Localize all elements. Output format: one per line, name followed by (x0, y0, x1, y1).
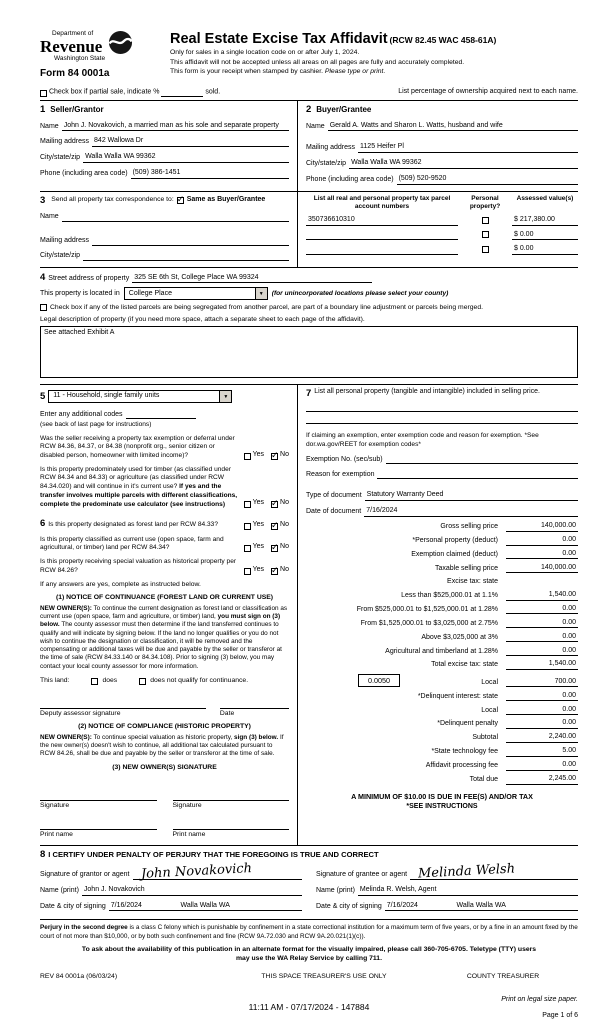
grantor-city-field[interactable]: Walla Walla WA (179, 902, 303, 912)
fee-line-label: Subtotal (472, 734, 498, 742)
partial-sale-row (40, 84, 578, 101)
unincorporated-note: (for unincorporated locations please select your county) (271, 289, 449, 297)
timestamp: 11:11 AM - 07/17/2024 - 147884 (248, 1001, 370, 1012)
partial-sale-checkbox[interactable] (40, 90, 47, 97)
section-1-number: 1 (40, 103, 46, 115)
fee-line (306, 706, 578, 716)
fee-line-label: Agricultural and timberland at 1.28% (385, 647, 498, 655)
grantor-certification (40, 861, 302, 912)
grantee-date-city-label: Date & city of signing (316, 902, 382, 910)
seller-phone-label: Phone (including area code) (40, 169, 128, 177)
located-in-label: This property is located in (40, 289, 120, 297)
personal-property-label: List all personal property (tangible and intangible) included in selling price. (314, 388, 540, 396)
alternate-format-note: To ask about the availability of this publication in an alternate format for the visually impaired, please call 360-705-6705. Teletype (TTY) users may use the WA Relay Service by calling 711. (81, 945, 537, 962)
grantor-print-name-label: Name (print) (40, 886, 79, 894)
seller-city-label: City/state/zip (40, 154, 81, 162)
additional-codes-label: Enter any additional codes (40, 410, 123, 418)
seller-address-label: Mailing address (40, 138, 90, 146)
fee-line (306, 550, 578, 560)
fee-line-amount-field[interactable]: 2,245.00 (506, 775, 578, 785)
exemption-yes-checkbox[interactable] (244, 453, 251, 460)
exemption-no-label: No (280, 450, 289, 458)
fee-line (306, 536, 578, 546)
seller-city-field[interactable]: Walla Walla WA 99362 (83, 153, 289, 163)
buyer-name-label: Name (306, 122, 325, 130)
certification-title: I CERTIFY UNDER PENALTY OF PERJURY THAT THE FOREGOING IS TRUE AND CORRECT (48, 850, 379, 860)
street-address-field[interactable]: 325 SE 6th St, College Place WA 99324 (132, 274, 372, 284)
signature-label-2: Signature (172, 802, 202, 810)
new-owner-signature-field-1[interactable] (40, 792, 157, 801)
land-does-qualify-checkbox[interactable] (91, 678, 98, 685)
fee-line-amount-field[interactable]: 0.00 (506, 605, 578, 615)
ownership-note: List percentage of ownership acquired next to each name. (398, 88, 578, 95)
deputy-assessor-signature-field[interactable] (40, 700, 206, 709)
personal-property-header: Personal property? (469, 194, 501, 210)
location-combobox-value: College Place (128, 289, 172, 297)
correspondence-name-label: Name (40, 212, 59, 220)
fee-line-label: Total due (469, 776, 498, 784)
tax-correspondence-section (40, 192, 578, 268)
fee-line-amount-field[interactable]: 1,540.00 (506, 660, 578, 670)
document-type-field[interactable]: Statutory Warranty Deed (365, 491, 578, 501)
same-as-buyer-checkbox[interactable] (177, 197, 184, 204)
minimum-due-note: A MINIMUM OF $10.00 IS DUE IN FEE(S) AND/OR TAX (351, 791, 533, 801)
section-7-column (298, 385, 578, 845)
notice-continuance-title: (1) NOTICE OF CONTINUANCE (FOREST LAND OR CURRENT USE) (55, 594, 274, 602)
fee-line (306, 674, 578, 687)
fee-line (306, 733, 578, 743)
personal-property-checkbox[interactable] (482, 246, 489, 253)
section-2-title: Buyer/Grantee (316, 104, 372, 114)
fee-line-label: Local (481, 678, 498, 686)
chevron-down-icon[interactable]: ▼ (219, 391, 231, 402)
historical-yes-checkbox[interactable] (244, 568, 251, 575)
if-yes-note: If any answers are yes, complete as instructed below. (40, 580, 201, 588)
legal-description-field[interactable]: See attached Exhibit A (40, 326, 578, 378)
document-type-label: Type of document (306, 492, 362, 500)
fee-line (306, 522, 578, 532)
fee-line-label: Gross selling price (440, 522, 498, 530)
sections-5-6-column (40, 385, 298, 845)
timber-no-label: No (280, 499, 289, 507)
correspondence-city-label: City/state/zip (40, 251, 81, 259)
form-footer (40, 920, 578, 981)
print-name-label-2: Print name (172, 830, 206, 838)
buyer-phone-field[interactable]: (509) 520-9520 (397, 175, 578, 185)
forest-no-checkbox[interactable] (271, 523, 278, 530)
fee-line-label: Total excise tax: state (431, 661, 498, 669)
does-label: does (102, 677, 118, 685)
street-address-label: Street address of property (48, 274, 130, 282)
fee-line-label: *Delinquent interest: state (417, 692, 498, 700)
historical-no-checkbox[interactable] (271, 568, 278, 575)
document-date-field[interactable]: 7/16/2024 (364, 507, 578, 517)
correspondence-city-field[interactable] (83, 252, 289, 261)
timber-yes-label: Yes (252, 499, 265, 507)
current-use-no-label: No (280, 543, 289, 551)
correspondence-label: Send all property tax correspondence to: (51, 196, 174, 204)
fee-line (306, 775, 578, 785)
new-owners-signature-block (40, 782, 289, 839)
buyer-name-field[interactable]: Gerald A. Watts and Sharon L. Watts, husband and wife (328, 122, 578, 132)
revenue-text: Revenue (40, 37, 103, 57)
fee-line (306, 719, 578, 729)
assessed-value-field[interactable]: $ 0.00 (512, 245, 578, 255)
grantor-date-city-label: Date & city of signing (40, 902, 106, 910)
grantee-signature-field[interactable] (410, 861, 578, 882)
exemption-question: Was the seller receiving a property tax exemption or deferral under RCW 84.36, 84.37, or 84.38 (nonprofit org., senior citizen or disabled person, homeowner with limited income)? (40, 434, 235, 459)
segregated-label: Check box if any of the listed parcels are being segregated from another parcel, are part of a boundary line adjustment or parcels being merged. (50, 304, 483, 312)
fee-line-amount-field[interactable]: 0.00 (506, 647, 578, 657)
fee-line-label: Local (481, 706, 498, 714)
new-owner-print-name-field-1[interactable] (40, 821, 157, 830)
deputy-assessor-label: Deputy assessor signature (40, 709, 121, 717)
personal-property-checkbox[interactable] (482, 217, 489, 224)
exemption-no-checkbox[interactable] (271, 453, 278, 460)
additional-codes-note: (see back of last page for instructions) (40, 421, 152, 429)
partial-sale-sold-label: sold. (205, 88, 221, 95)
page-meta (40, 988, 578, 1034)
personal-property-checkbox[interactable] (482, 231, 489, 238)
fee-line (306, 605, 578, 615)
grantee-city-field[interactable]: Walla Walla WA (455, 902, 579, 912)
exemption-reason-label: Reason for exemption (306, 470, 375, 478)
forest-question: 6 Is this property designated as forest land per RCW 84.33? (40, 518, 218, 530)
washington-state-text: Washington State (54, 55, 106, 63)
exemption-no-field[interactable] (386, 455, 578, 464)
document-date-label: Date of document (306, 508, 362, 516)
section-4-number: 4 (40, 271, 46, 283)
grantor-signature-field[interactable] (133, 860, 302, 882)
land-qualify-row (40, 677, 289, 685)
assessed-value-header: Assessed value(s) (516, 194, 574, 202)
fee-line-label: Affidavit processing fee (425, 762, 498, 770)
fee-line-label: Exemption claimed (deduct) (411, 550, 498, 558)
forest-yes-checkbox[interactable] (244, 523, 251, 530)
parcel-table-block (298, 192, 578, 267)
certification-section (40, 846, 578, 920)
header-note-1: Only for sales in a single location code on or after July 1, 2024. (170, 49, 360, 57)
current-use-yes-label: Yes (252, 543, 265, 551)
deputy-date-field[interactable] (220, 700, 289, 709)
fee-line (306, 633, 578, 643)
fee-line-amount-field[interactable]: 0.00 (506, 536, 578, 546)
notice-continuance-body: NEW OWNER(S): To continue the current designation as forest land or classification as current use (open space, farm and agriculture, or timber) land, you must sign on (3) below. The county assessor must then determine if the land transferred continues to qualify and will indicate by signing below. If the land no longer qualifies or you do not wish to continue the designation or classification, it will be removed and the compensating or additional taxes will be due and payable by the seller or transferor at the time of sale (RCW 84.33.140 or 84.34.108). Prior to signing (3) below, you may contact your local county assessor for more information. (40, 604, 288, 670)
dept-of-text: Department of (52, 30, 94, 37)
form-number: Form 84 0001a (40, 68, 110, 80)
fee-line (306, 619, 578, 629)
partial-sale-label: Check box if partial sale, indicate % (48, 88, 160, 95)
grantee-print-name-field[interactable]: Melinda R. Welsh, Agent (358, 886, 578, 896)
current-use-question-row (40, 536, 289, 553)
historical-question-row (40, 558, 289, 575)
does-not-label: does not qualify for continuance. (150, 677, 249, 685)
exemption-no-label: Exemption No. (sec/sub) (306, 455, 383, 463)
land-use-combobox[interactable] (48, 390, 232, 403)
timber-yes-checkbox[interactable] (244, 501, 251, 508)
fee-line-amount-field[interactable]: 700.00 (506, 678, 578, 688)
fee-line-amount-field[interactable]: 140,000.00 (506, 564, 578, 574)
segregated-checkbox[interactable] (40, 304, 47, 311)
parcel-table (306, 195, 578, 256)
exemption-question-row (40, 435, 289, 461)
correspondence-block (40, 192, 298, 267)
fee-line-amount-field[interactable]: 0.00 (506, 761, 578, 771)
land-use-combobox-value: 11 - Household, single family units (53, 392, 160, 400)
grantee-signature-label: Signature of grantee or agent (316, 871, 408, 879)
same-as-buyer-label: Same as Buyer/Grantee (186, 196, 266, 204)
fee-line-label: Less than $525,000.01 at 1.1% (401, 591, 498, 599)
section-6 (40, 518, 289, 839)
correspondence-address-field[interactable] (92, 237, 289, 246)
signature-label-1: Signature (40, 802, 70, 810)
timber-question-row (40, 466, 289, 510)
treasurer-space-label: THIS SPACE TREASURER'S USE ONLY (261, 973, 387, 981)
historical-question: Is this property receiving special valuation as historical property per RCW 84.26? (40, 558, 237, 574)
historical-no-label: No (280, 565, 289, 573)
seller-phone-field[interactable]: (509) 386-1451 (131, 169, 289, 179)
fee-line (306, 647, 578, 657)
print-name-label-1: Print name (40, 830, 73, 838)
fee-line-amount-field[interactable]: 0.00 (506, 719, 578, 729)
parcel-number-field[interactable] (306, 246, 458, 255)
fee-line-amount-field[interactable]: 0.00 (506, 550, 578, 560)
form-header (40, 30, 578, 84)
fee-line-label: From $1,525,000.01 to $3,025,000 at 2.75% (360, 619, 498, 627)
new-owner-print-name-field-2[interactable] (173, 821, 290, 830)
timber-no-checkbox[interactable] (271, 501, 278, 508)
exemption-instructions: If claiming an exemption, enter exemption code and reason for exemption. *See dor.wa.gov/REET for exemption codes* (306, 432, 539, 448)
main-columns (40, 385, 578, 846)
revenue-logo-icon (108, 30, 133, 55)
print-note: Print on legal size paper. (501, 995, 578, 1003)
correspondence-name-field[interactable] (62, 213, 289, 222)
parcel-row (306, 231, 578, 241)
fee-line (306, 591, 578, 601)
seller-grantor-block (40, 101, 298, 191)
grantee-print-name-label: Name (print) (316, 886, 355, 894)
page-title: Real Estate Excise Tax Affidavit (170, 31, 388, 47)
new-owners-signature-title: (3) NEW OWNER(S) SIGNATURE (112, 763, 217, 771)
section-3-number: 3 (40, 194, 46, 206)
see-instructions-note: *SEE INSTRUCTIONS (406, 802, 478, 810)
fee-line-label: Excise tax: state (447, 577, 498, 585)
seller-address-field[interactable]: 842 Wallowa Dr (92, 137, 289, 147)
buyer-address-field[interactable]: 1125 Heifer Pl (358, 143, 578, 153)
deputy-date-label: Date (219, 709, 235, 717)
parcel-row (306, 216, 578, 226)
forest-question-row (40, 518, 289, 531)
page-title-rcw: (RCW 82.45 WAC 458-61A) (389, 35, 497, 45)
timber-question: Is this property predominately used for timber (as classified under RCW 84.34 and 84.33) or agriculture (as classified under RCW 84.34.020) and will continue in it's current use? If yes and the transfer involves multiple parcels with different classifications, complete the predominate use calculator (see instructions) (40, 465, 238, 508)
notice-compliance-title: (2) NOTICE OF COMPLIANCE (HISTORIC PROPERTY) (78, 723, 251, 731)
page-number: Page 1 of 6 (542, 1011, 578, 1019)
forest-yes-label: Yes (252, 520, 265, 528)
fee-line (306, 747, 578, 757)
parcel-row (306, 245, 578, 255)
header-note-2: This affidavit will not be accepted unless all areas on all pages are fully and accurately completed. (170, 58, 465, 66)
new-owner-signature-field-2[interactable] (173, 792, 290, 801)
fee-line (306, 692, 578, 702)
fee-line-label: *Delinquent penalty (437, 720, 498, 728)
buyer-address-label: Mailing address (306, 144, 356, 152)
perjury-statement: Perjury in the second degree is a class C felony which is punishable by confinement in a state correctional institution for a maximum term of five years, or by a fine in an amount fixed by the court of not more than $10,000, or by both such confinement and fine (RCW 9A.72.030 and RCW 9A.20.021(1)(c)). (40, 924, 578, 941)
fee-line-amount-field[interactable]: 5.00 (506, 747, 578, 757)
legal-description-label: Legal description of property (if you need more space, attach a separate sheet to each page of the affidavit). (40, 315, 365, 323)
section-1-title: Seller/Grantor (50, 104, 104, 114)
fee-line (306, 578, 578, 587)
fee-line-amount-field[interactable]: 0.00 (506, 633, 578, 643)
parcel-number-field[interactable]: 350736610310 (306, 216, 458, 226)
excise-tax-computation (306, 522, 578, 785)
fee-line-amount-field[interactable]: 0.00 (506, 619, 578, 629)
fee-line-label: From $525,000.01 to $1,525,000.01 at 1.28% (356, 605, 498, 613)
section-2-number: 2 (306, 103, 312, 115)
assessed-value-field[interactable]: $ 0.00 (512, 231, 578, 241)
location-combobox[interactable] (124, 287, 268, 300)
this-land-label: This land: (40, 677, 70, 685)
forest-no-label: No (280, 520, 289, 528)
fee-line-amount-field[interactable]: 140,000.00 (506, 522, 578, 532)
header-note-3: This form is your receipt when stamped by cashier. Please type or print. (170, 68, 386, 76)
current-use-question: Is this property classified as current use (open space, farm and agricultural, or timber) land per RCW 84.34? (40, 535, 224, 552)
grantor-signature: John Novakovich (140, 860, 252, 882)
dor-wordmark (40, 30, 105, 63)
seller-name-field[interactable]: John J. Novakovich, a married man as his sole and separate property (62, 122, 289, 132)
chevron-down-icon[interactable]: ▼ (255, 288, 267, 299)
section-8-number: 8 (40, 849, 46, 861)
property-location-section (40, 268, 578, 386)
section-7-number: 7 (306, 388, 312, 400)
rev-number: REV 84 0001a (06/03/24) (40, 973, 118, 981)
seller-name-label: Name (40, 122, 59, 130)
historical-yes-label: Yes (252, 565, 265, 573)
partial-sale-percent-field[interactable] (161, 88, 203, 97)
land-does-not-qualify-checkbox[interactable] (139, 678, 146, 685)
buyer-city-field[interactable]: Walla Walla WA 99362 (349, 159, 578, 169)
personal-property-field-2[interactable] (306, 412, 578, 424)
notice-compliance-body: NEW OWNER(S): To continue special valuation as historic property, sign (3) below. If the new owner(s) doesn't wish to continue, all additional tax calculated pursuant to RCW 84.26, shall be due and payable by the seller or transferor at the time of sale. (40, 733, 284, 758)
grantee-date-field[interactable]: 7/16/2024 (385, 902, 455, 912)
exemption-reason-field[interactable] (377, 470, 578, 479)
fee-line-amount-field[interactable]: 0.00 (506, 706, 578, 716)
grantee-signature: Melinda Welsh (417, 861, 516, 882)
personal-property-field-1[interactable] (306, 400, 578, 412)
fee-line-label: *State technology fee (431, 748, 498, 756)
fee-line-amount-field[interactable]: 2,240.00 (506, 733, 578, 743)
additional-codes-field[interactable] (126, 410, 196, 419)
section-5-number: 5 (40, 390, 46, 402)
parties-section (40, 101, 578, 192)
current-use-no-checkbox[interactable] (271, 545, 278, 552)
parcel-header: List all real and personal property tax parcel account numbers (313, 194, 451, 210)
grantor-date-field[interactable]: 7/16/2024 (109, 902, 179, 912)
fee-line (306, 564, 578, 574)
current-use-yes-checkbox[interactable] (244, 545, 251, 552)
fee-line-label: Above $3,025,000 at 3% (421, 633, 498, 641)
grantee-certification (316, 861, 578, 912)
buyer-phone-label: Phone (including area code) (306, 175, 394, 183)
buyer-city-label: City/state/zip (306, 160, 347, 168)
fee-line (306, 761, 578, 771)
exemption-yes-label: Yes (252, 450, 265, 458)
fee-line (306, 660, 578, 670)
assessed-value-field[interactable]: $ 217,380.00 (512, 216, 578, 226)
fee-line-label: *Personal property (deduct) (412, 536, 498, 544)
fee-line-label: Taxable selling price (434, 564, 498, 572)
correspondence-address-label: Mailing address (40, 236, 90, 244)
local-rate-field[interactable]: 0.0050 (358, 674, 400, 687)
fee-line-amount-field[interactable]: 1,540.00 (506, 591, 578, 601)
grantor-print-name-field[interactable]: John J. Novakovich (82, 886, 302, 896)
grantor-signature-label: Signature of grantor or agent (40, 871, 130, 879)
fee-line-amount-field[interactable]: 0.00 (506, 692, 578, 702)
buyer-grantee-block (298, 101, 578, 191)
parcel-number-field[interactable] (306, 231, 458, 240)
county-treasurer-label: COUNTY TREASURER (466, 973, 540, 981)
